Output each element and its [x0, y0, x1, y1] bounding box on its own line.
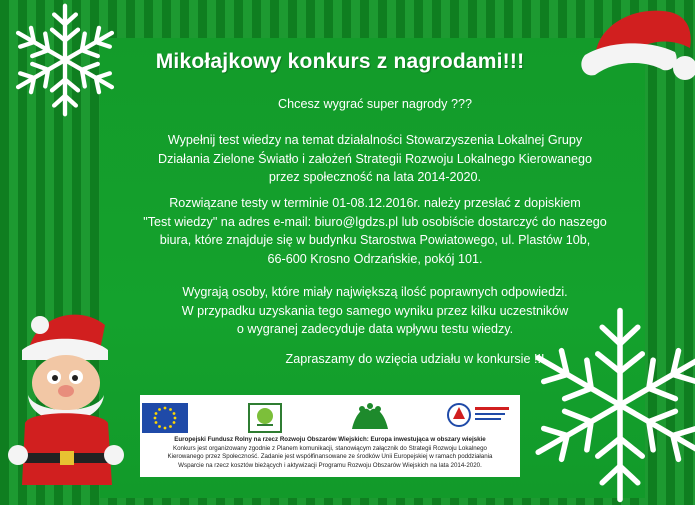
prow-logo-icon: [445, 401, 515, 433]
santa-hat-icon: [555, 0, 695, 95]
winners-paragraph: [95, 283, 655, 339]
leader-logo-icon: [248, 403, 282, 433]
page-title: Mikołajkowy konkurs z nagrodami!!!: [155, 50, 525, 73]
task-paragraph: [95, 131, 655, 187]
text-line: "Test wiedzy" na adres e-mail: biuro@lgdzs.pl lub osobiście dostarczyć do naszego: [143, 214, 607, 229]
text-line: biura, które znajduje się w budynku Starostwa Powiatowego, ul. Plastów 10b,: [159, 233, 591, 248]
submit-paragraph: [95, 194, 655, 268]
lgd-logo-icon: [348, 401, 392, 435]
text-line: Wsparcie na rzecz kosztów bieżących i aktywizacji Programu Rozwoju Obszarów Wiejskich na lata 2014-2020.: [178, 461, 482, 469]
footer-notice: [144, 445, 516, 470]
text-line: o wygranej zadecyduje data wpływu testu wiedzy.: [236, 322, 514, 337]
sponsor-logos: [140, 399, 520, 433]
text-line: W przypadku uzyskania tego samego wyniku przez kilku uczestników: [181, 303, 569, 318]
text-line: Kierowanego przez Społeczność. Zadanie jest współfinansowane ze środków Unii Europejskiej w ramach poddziałania: [167, 453, 493, 461]
eu-flag-icon: [142, 403, 188, 433]
invite-text: Zapraszamy do wzięcia udziału w konkursie !!!: [285, 352, 545, 366]
text-line: Działania Zielone Światło i założeń Strategii Rozwoju Lokalnego Kierowanego: [157, 151, 593, 166]
text-line: 66-600 Krosno Odrzańskie, pokój 101.: [267, 251, 483, 266]
question-text: Chcesz wygrać super nagrody ???: [278, 97, 472, 111]
sponsor-footer: [140, 395, 520, 477]
text-line: Konkurs jest organizowany zgodnie z Planem komunikacji, stanowiącym załącznik do Strategii Rozwoju Lokalnego: [172, 445, 487, 452]
footer-fund-line: Europejski Fundusz Rolny na rzecz Rozwoju Obszarów Wiejskich: Europa inwestująca w obszary wiejskie: [174, 436, 486, 443]
text-line: przez społeczność na lata 2014-2020.: [268, 170, 482, 185]
text-line: Wygrają osoby, które miały największą ilość poprawnych odpowiedzi.: [182, 285, 568, 299]
text-line: Wypełnij test wiedzy na temat działalności Stowarzyszenia Lokalnej Grupy: [167, 133, 583, 147]
text-line: Rozwiązane testy w terminie 01-08.12.2016r. należy przesłać z dopiskiem: [169, 196, 581, 210]
